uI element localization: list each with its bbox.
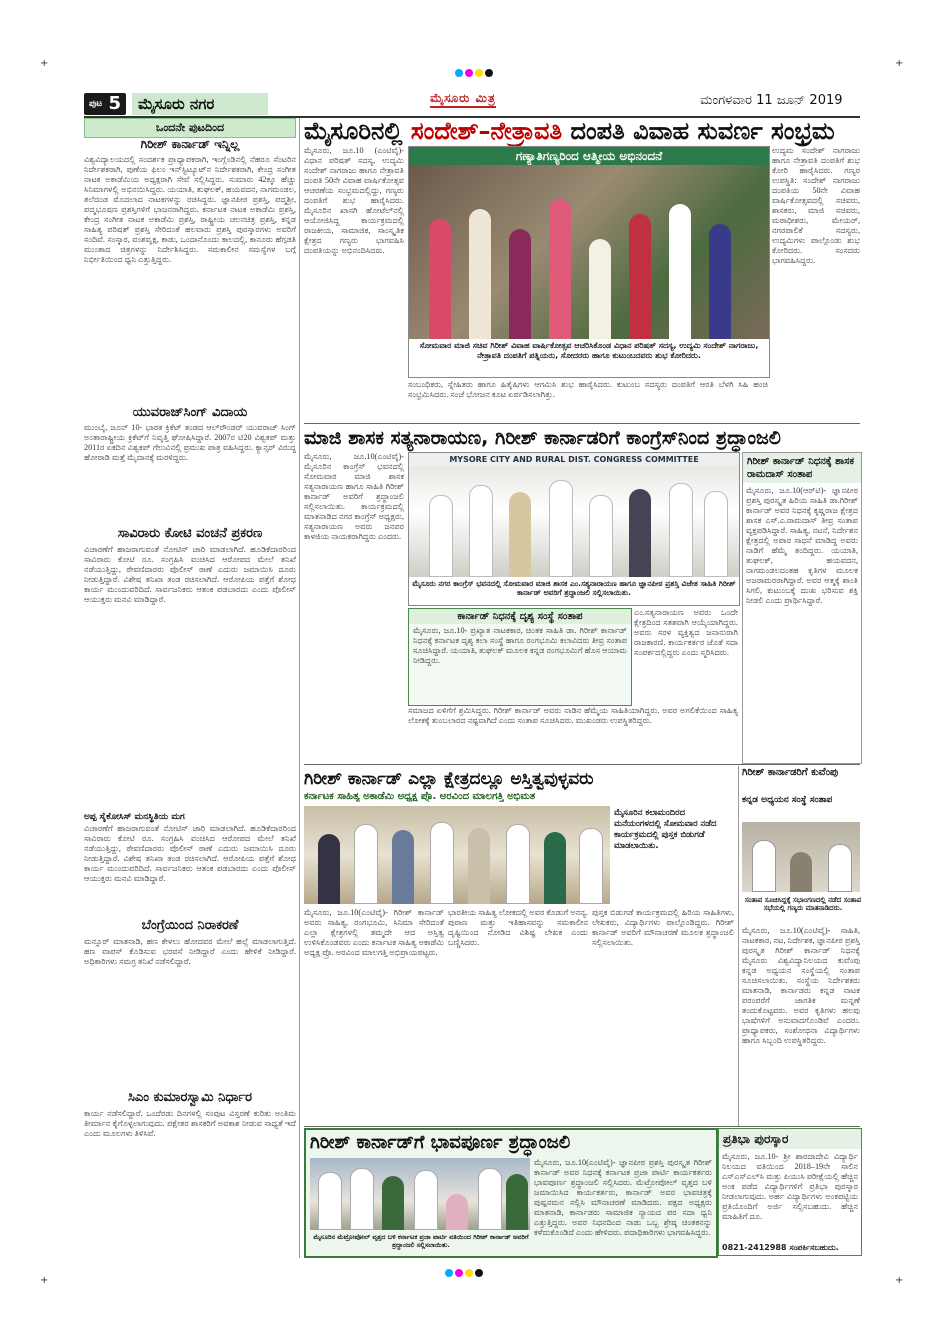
top-story-col3: ಉದ್ಯಮ ಸಂದೇಶ್ ನಾಗರಾಜು ಹಾಗೂ ನೇತ್ರಾವತಿ ದಂಪತಿಗೆ ಶುಭ ಕೋರಿ ಹಾರೈಸಿದರು. ಗಣ್ಯರ ಉಪಸ್ಥಿತಿ: ಸಂದೇಶ್ ನಾಗರಾಜು ದಂಪತಿಯ 50ನೇ ವಿವಾಹ ವಾರ್ಷಿಕೋತ್ಸವದಲ್ಲಿ ಸಚಿವರು, ಶಾಸಕರು, ಮಾಜಿ ಸಚಿವರು, ಮಠಾಧೀಶರು, ಮೇಯರ್, ನಗರಪಾಲಿಕೆ ಸದಸ್ಯರು, ಉದ್ಯಮಿಗಳು ಪಾಲ್ಗೊಂಡು ಶುಭ ಕೋರಿದರು. ಸಂಸದರು ಭಾಗವಹಿಸಿದ್ದರು. [772,146,860,265]
kuvempu-body: ಮೈಸೂರು, ಜೂ.10(ಎಂಟಿವೈ)- ಸಾಹಿತಿ, ನಾಟಕಕಾರ, ನಟ, ನಿರ್ದೇಶಕ, ಜ್ಞಾನಪೀಠ ಪ್ರಶಸ್ತಿ ಪುರಸ್ಕೃತ ಗಿರೀಶ್ ಕಾರ್ನಾಡ್ ನಿಧನಕ್ಕೆ ಮೈಸೂರು ವಿಶ್ವವಿದ್ಯಾನಿಲಯದ ಕುವೆಂಪು ಕನ್ನಡ ಅಧ್ಯಯನ ಸಂಸ್ಥೆಯಲ್ಲಿ ಸಂತಾಪ ಸೂಚಿಸಲಾಯಿತು. ಸಂಸ್ಥೆಯ ನಿರ್ದೇಶಕರು ಮಾತನಾಡಿ, ಕಾರ್ನಾಡರು ಕನ್ನಡ ನಾಟಕ ಪರಂಪರೆಗೆ ಜಾಗತಿಕ ಮನ್ನಣೆ ತಂದುಕೊಟ್ಟವರು. ಅವರ ಕೃತಿಗಳು ಹಲವು ಭಾಷೆಗಳಿಗೆ ಅನುವಾದಗೊಂಡಿವೆ ಎಂದರು. ಪ್ರಾಧ್ಯಾಪಕರು, ಸಂಶೋಧನಾ ವಿದ್ಯಾರ್ಥಿಗಳು ಹಾಗೂ ಸಿಬ್ಬಂದಿ ಉಪಸ್ಥಿತರಿದ್ದರು. [742,926,860,1045]
ramadas-body: ಮೈಸೂರು, ಜೂ.10(ಆರ್‌ಟಿ)- ಜ್ಞಾನಪೀಠ ಪ್ರಶಸ್ತಿ ಪುರಸ್ಕೃತ ಹಿರಿಯ ಸಾಹಿತಿ ಡಾ.ಗಿರೀಶ್ ಕಾರ್ನಾಡ್ ಅವರ ನಿಧನಕ್ಕೆ ಕೃಷ್ಣರಾಜ ಕ್ಷೇತ್ರದ ಶಾಸಕ ಎಸ್.ಎ.ರಾಮದಾಸ್ ತೀವ್ರ ಸಂತಾಪ ವ್ಯಕ್ತಪಡಿಸಿದ್ದಾರೆ. ಸಾಹಿತ್ಯ, ನಟನೆ, ನಿರ್ದೇಶನ ಕ್ಷೇತ್ರದಲ್ಲಿ ಅಪಾರ ಸಾಧನೆ ಮಾಡಿದ್ದ ಅವರು ನಾಡಿಗೆ ಹೆಮ್ಮೆ ತಂದಿದ್ದರು. ಯಯಾತಿ, ತುಘಲಕ್, ಹಯವದನ, ನಾಗಮಂಡಲದಂತಹ ಕೃತಿಗಳ ಮೂಲಕ ಅಜರಾಮರರಾಗಿದ್ದಾರೆ. ಅವರ ಆತ್ಮಕ್ಕೆ ಶಾಂತಿ ಸಿಗಲಿ, ಕುಟುಂಬಕ್ಕೆ ದುಃಖ ಭರಿಸುವ ಶಕ್ತಿ ನೀಡಲಿ ಎಂದು ಪ್ರಾರ್ಥಿಸಿದ್ದಾರೆ. [746,486,858,605]
sahitya-col3: ಪುಸ್ತಕ ಬಿಡುಗಡೆ ಕಾರ್ಯಕ್ರಮದಲ್ಲಿ ಹಿರಿಯ ಸಾಹಿತಿಗಳು, ಲೇಖಕರು, ವಿದ್ಯಾರ್ಥಿಗಳು ಪಾಲ್ಗೊಂಡಿದ್ದರು. ಗಿರೀಶ್ ಕಾರ್ನಾಡ್ ಅವರಿಗೆ ಮೌನಾಚರಣೆ ಮೂಲಕ ಶ್ರದ್ಧಾಂಜಲಿ ಸಲ್ಲಿಸಲಾಯಿತು. [592,908,734,947]
sahitya-side-caption: ಮೈಸೂರಿನ ಕಲಾಮಂದಿರದ ಮನೆಯಂಗಳದಲ್ಲಿ ಸೋಮವಾರ ನಡೆದ ಕಾರ್ಯಕ್ರಮದಲ್ಲಿ ಪುಸ್ತಕ ಬಿಡುಗಡೆ ಮಾಡಲಾಯಿತು. [614,808,717,851]
inset-title: ಕಾರ್ನಾಡ್ ನಿಧನಕ್ಕೆ ದೃಶ್ಯ ಸಂಸ್ಥೆ ಸಂತಾಪ [409,609,631,624]
tribute-headline: ಗಿರೀಶ್ ಕಾರ್ನಾಡ್‌ಗೆ ಭಾವಪೂರ್ಣ ಶ್ರದ್ಧಾಂಜಲಿ [310,1132,571,1153]
congress-photo-frame [408,452,740,606]
sahitya-headline: ಗಿರೀಶ್ ಕಾರ್ನಾಡ್ ಎಲ್ಲಾ ಕ್ಷೇತ್ರದಲ್ಲೂ ಅಸ್ತಿತ್ವವುಳ್ಳವರು [304,769,594,789]
divider-sahitya-kuvempu [738,766,739,1126]
registration-mark-bottom-left: + [40,1275,49,1286]
story-heading-yuvraj: ಯುವರಾಜ್‌ಸಿಂಗ್ ವಿದಾಯ [132,405,248,420]
top-story-col1: ಮೈಸೂರು, ಜೂ.10 (ಎಂಟಿವೈ)- ವಿಧಾನ ಪರಿಷತ್ ಸದಸ್ಯ, ಉದ್ಯಮಿ ಸಂದೇಶ್ ನಾಗರಾಜು ಹಾಗೂ ನೇತ್ರಾವತಿ ದಂಪತಿ 50ನೇ ವಿವಾಹ ವಾರ್ಷಿಕೋತ್ಸವ ಆಚರಣೆಯ ಸಂಭ್ರಮದಲ್ಲಿದ್ದು, ಗಣ್ಯರು ದಂಪತಿಗೆ ಶುಭ ಹಾರೈಸಿದರು. ಮೈಸೂರಿನ ಖಾಸಗಿ ಹೋಟೆಲ್‌ನಲ್ಲಿ ಆಯೋಜಿಸಿದ್ದ ಕಾರ್ಯಕ್ರಮದಲ್ಲಿ ರಾಜಕೀಯ, ಸಾಮಾಜಿಕ, ಸಾಂಸ್ಕೃತಿಕ ಕ್ಷೇತ್ರದ ಗಣ್ಯರು ಭಾಗವಹಿಸಿ ದಂಪತಿಯನ್ನು ಅಭಿನಂದಿಸಿದರು. [304,146,404,255]
section-name: ಮೈಸೂರು ನಗರ [132,93,268,115]
story-body-fraud: ವಿಚಾರಣೆಗೆ ಹಾಜರಾಗುವಂತೆ ನೋಟಿಸ್ ಜಾರಿ ಮಾಡಲಾಗಿದೆ. ಹೂಡಿಕೆದಾರರಿಂದ ಸಾವಿರಾರು ಕೋಟಿ ರೂ. ಸಂಗ್ರಹಿಸಿ ವಂಚಿಸಿದ ಆರೋಪದ ಮೇಲೆ ತನಿಖೆ ನಡೆಯುತ್ತಿದ್ದು, ಠೇವಣಿದಾರರು ಪೊಲೀಸ್ ಠಾಣೆ ಎದುರು ಜಮಾಯಿಸಿ ದೂರು ನೀಡುತ್ತಿದ್ದಾರೆ. ವಿಶೇಷ ತನಿಖಾ ತಂಡ ರಚಿಸಲಾಗಿದೆ. ಆರೋಪಿಯ ಪತ್ತೆಗೆ ಶೋಧ ಕಾರ್ಯ ಮುಂದುವರಿದಿದೆ. ಸಾರ್ವಜನಿಕರು ಆತಂಕ ಪಡಬಾರದು ಎಂದು ಪೊಲೀಸ್ ಆಯುಕ್ತರು ಮನವಿ ಮಾಡಿದ್ದಾರೆ. [84,545,296,604]
story-heading-cm: ಸಿಎಂ ಕುಮಾರಸ್ವಾಮಿ ನಿರ್ಧಾರ [128,1090,252,1105]
continued-bar: ಒಂದನೇ ಪುಟದಿಂದ [84,118,296,138]
top-story-photo-frame [408,146,770,378]
story-body-cm: ಕಾರ್ಯ ನಡೆಸಲಿದ್ದಾರೆ. ಒಂದೆರಡು ದಿನಗಳಲ್ಲಿ ಸಂಪುಟ ವಿಸ್ತರಣೆ ಕುರಿತು ಅಂತಿಮ ತೀರ್ಮಾನ ಕೈಗೊಳ್ಳಲಾಗುವುದು. ಪಕ್ಷೇತರ ಶಾಸಕರಿಗೆ ಅವಕಾಶ ನೀಡುವ ಸಾಧ್ಯತೆ ಇದೆ ಎಂದು ಮೂಲಗಳು ತಿಳಿಸಿವೆ. [84,1109,296,1138]
color-bar-bottom [445,1262,485,1281]
story-subheading-fraud: ಅಪ್ಪ ಸೈಕೋಸಿಸ್ ಮನಸ್ಥಿತಿಯ ಮಗ [84,812,185,822]
top-story-caption: ಸೋಮವಾರ ಮಾಜಿ ಸಚಿವ ಗಿರೀಶ್ ವಿವಾಹ ವಾರ್ಷಿಕೋತ್ಸವ ಆಚರಿಸಿಕೊಂಡ ವಿಧಾನ ಪರಿಷತ್ ಸದಸ್ಯ, ಉದ್ಯಮಿ ಸಂದೇಶ್ ನಾಗರಾಜು, ನೇತ್ರಾವತಿ ದಂಪತಿಗೆ ಪತ್ನಿಯರು, ಸೋದರರು ಹಾಗೂ ಕುಟುಂಬದವರು ಶುಭ ಕೋರಿದರು. [419,341,759,360]
congress-photo-banner: MYSORE CITY AND RURAL DIST. CONGRESS COMMITTEE [409,453,739,467]
story-body-rejection: ಮನ್ಸೂರ್ ಮಾತನಾಡಿ, ಹಣ ಕೇಳಲು ಹೋದವರ ಮೇಲೆ ಹಲ್ಲೆ ಮಾಡಲಾಗುತ್ತಿದೆ. ಹಣ ವಾಪಸ್ ಕೊಡಿಸುವ ಭರವಸೆ ನೀಡಿದ್ದಾರೆ ಎಂದು ಹೇಳಿಕೆ ನೀಡಿದ್ದಾರೆ. ಅಧಿಕಾರಿಗಳು ಸಮಗ್ರ ತನಿಖೆ ನಡೆಸಲಿದ್ದಾರೆ. [84,937,296,966]
congress-photo [409,467,739,577]
top-story-rule [304,423,860,424]
ramadas-title: ಗಿರೀಶ್ ಕಾರ್ನಾಡ್ ನಿಧನಕ್ಕೆ ಶಾಸಕ ರಾಮದಾಸ್ ಸಂತಾಪ [743,453,861,483]
color-bar-top [455,62,495,81]
kuvempu-caption: ಸಂತಾಪ ಸೂಚಿಸಿದ್ದಕ್ಕೆ ಸಭಾಂಗಣದಲ್ಲಿ ನಡೆದ ಸಂತಾಪ ಸಭೆಯಲ್ಲಿ ಗಣ್ಯರು ಮಾತನಾಡಿದರು. [744,896,862,912]
bottom-rule [304,1126,860,1127]
award-phone: 0821-2412988 ಸಂಪರ್ಕಿಸಬಹುದು. [722,1243,839,1252]
tribute-photo [310,1158,530,1230]
congress-headline: ಮಾಜಿ ಶಾಸಕ ಸತ್ಯನಾರಾಯಣ, ಗಿರೀಶ್ ಕಾರ್ನಾಡರಿಗೆ ಕಾಂಗ್ರೆಸ್‌ನಿಂದ ಶ್ರದ್ಧಾಂಜಲಿ [304,427,781,449]
sahitya-subhead: ಕರ್ನಾಟಕ ಸಾಹಿತ್ಯ ಅಕಾಡೆಮಿ ಅಧ್ಯಕ್ಷ ಪ್ರೊ. ಅರವಿಂದ ಮಾಲಗತ್ತಿ ಅಭಿಮತ [304,791,536,802]
sahitya-col1: ಮೈಸೂರು, ಜೂ.10(ಎಂಟಿವೈ)- ಗಿರೀಶ್ ಕಾರ್ನಾಡ್ ಅವರು ಸಾಹಿತ್ಯ, ರಂಗಭೂಮಿ, ಸಿನಿಮಾ ಸೇರಿದಂತೆ ಎಲ್ಲಾ ಕ್ಷೇತ್ರಗಳಲ್ಲಿ ತಮ್ಮದೇ ಆದ ಅಸ್ತಿತ್ವ ಉಳಿಸಿಕೊಂಡವರು ಎಂದು ಕರ್ನಾಟಕ ಸಾಹಿತ್ಯ ಅಕಾಡೆಮಿ ಅಧ್ಯಕ್ಷ ಪ್ರೊ. ಅರವಿಂದ ಮಾಲಗತ್ತಿ ಅಭಿಪ್ರಾಯಪಟ್ಟರು. [304,908,444,957]
tribute-body: ಮೈಸೂರು, ಜೂ.10(ಎಂಟಿವೈ)- ಜ್ಞಾನಪೀಠ ಪ್ರಶಸ್ತಿ ಪುರಸ್ಕೃತ ಗಿರೀಶ್ ಕಾರ್ನಾಡ್ ಅವರ ನಿಧನಕ್ಕೆ ಕರ್ನಾಟಕ ಪ್ರಜಾ ಪಾರ್ಟಿ ಕಾರ್ಯಕರ್ತರು ಭಾವಪೂರ್ಣ ಶ್ರದ್ಧಾಂಜಲಿ ಸಲ್ಲಿಸಿದರು. ಮೆಟ್ರೋಪೋಲ್ ವೃತ್ತದ ಬಳಿ ಜಮಾಯಿಸಿದ ಕಾರ್ಯಕರ್ತರು, ಕಾರ್ನಾಡ್ ಅವರ ಭಾವಚಿತ್ರಕ್ಕೆ ಪುಷ್ಪನಮನ ಸಲ್ಲಿಸಿ ಮೌನಾಚರಣೆ ಮಾಡಿದರು. ಪಕ್ಷದ ಅಧ್ಯಕ್ಷರು ಮಾತನಾಡಿ, ಕಾರ್ನಾಡರು ಸಾಮಾಜಿಕ ನ್ಯಾಯದ ಪರ ಸದಾ ಧ್ವನಿ ಎತ್ತುತ್ತಿದ್ದರು. ಅವರ ನಿಧನದಿಂದ ನಾಡು ಒಬ್ಬ ಶ್ರೇಷ್ಠ ಚಿಂತಕನನ್ನು ಕಳೆದುಕೊಂಡಿದೆ ಎಂದು ಹೇಳಿದರು. ಪದಾಧಿಕಾರಿಗಳು ಭಾಗವಹಿಸಿದ್ದರು. [534,1158,712,1237]
karnad-drishya-inset [408,608,632,706]
kuvempu-headline-2: ಕನ್ನಡ ಅಧ್ಯಯನ ಸಂಸ್ಥೆ ಸಂತಾಪ [742,795,833,805]
top-story-headline: ಮೈಸೂರಿನಲ್ಲಿ ಸಂದೇಶ್–ನೇತ್ರಾವತಿ ದಂಪತಿ ವಿವಾಹ ಸುವರ್ಣ ಸಂಭ್ರಮ [304,117,835,145]
column-divider-left [299,118,300,1258]
top-story-col2: ಸಂಬಂಧಿಕರು, ಸ್ನೇಹಿತರು ಹಾಗೂ ಹಿತೈಷಿಗಳು ಆಗಮಿಸಿ ಶುಭ ಹಾರೈಸಿದರು. ಕುಟುಂಬ ಸದಸ್ಯರು ದಂಪತಿಗೆ ಆರತಿ ಬೆಳಗಿ ಸಿಹಿ ಹಂಚಿ ಸಂಭ್ರಮಿಸಿದರು. ಸಂಜೆ ಭೋಜನ ಕೂಟ ಏರ್ಪಡಿಸಲಾಗಿತ್ತು. [408,380,768,399]
top-story-photo-banner: ಗಣ್ಯಾತಿಗಣ್ಯರಿಂದ ಆತ್ಮೀಯ ಅಭಿನಂದನೆ [409,147,769,165]
date-line: ಮಂಗಳವಾರ 11 ಜೂನ್ 2019 [700,93,843,108]
congress-col2: ಸಮಾಜದ ಏಳಿಗೆಗೆ ಶ್ರಮಿಸಿದ್ದರು. ಗಿರೀಶ್ ಕಾರ್ನಾಡ್ ಅವರು ನಾಡಿನ ಹೆಮ್ಮೆಯ ಸಾಹಿತಿಯಾಗಿದ್ದರು. ಅವರ ಅಗಲಿಕೆಯಿಂದ ಸಾಹಿತ್ಯ ಲೋಕಕ್ಕೆ ತುಂಬಲಾರದ ನಷ್ಟವಾಗಿದೆ ಎಂದು ಸಂತಾಪ ಸೂಚಿಸಿದರು. ಮುಖಂಡರು ಉಪಸ್ಥಿತರಿದ್ದರು. [408,706,738,725]
congress-caption: ಮೈಸೂರು ನಗರ ಕಾಂಗ್ರೆಸ್ ಭವನದಲ್ಲಿ ಸೋಮವಾರ ಮಾಜಿ ಶಾಸಕ ಎಂ.ಸತ್ಯನಾರಾಯಣ ಹಾಗೂ ಜ್ಞಾನಪೀಠ ಪ್ರಶಸ್ತಿ ವಿಜೇತ ಸಾಹಿತಿ ಗಿರೀಶ್ ಕಾರ್ನಾಡ್ ಅವರಿಗೆ ಶ್ರದ್ಧಾಂಜಲಿ ಸಲ್ಲಿಸಲಾಯಿತು. [412,579,736,597]
registration-mark-top-left: + [40,58,49,69]
paper-logo: ಮೈಸೂರು ಮಿತ್ರ [430,91,496,108]
top-story-photo [409,165,769,339]
mid-rule [304,764,860,765]
ramadas-condolence-box [742,452,862,764]
story-heading-karnad: ಗಿರೀಶ್ ಕಾರ್ನಾಡ್ ಇನ್ನಿಲ್ಲ [140,137,240,151]
tribute-story-box [304,1128,718,1258]
story-heading-rejection: ಬೆಂಗ್ರೆಯಿಂದ ನಿರಾಕರಣೆ [141,918,239,933]
inset-body: ಮೈಸೂರು, ಜೂ.10- ಪ್ರಖ್ಯಾತ ನಾಟಕಕಾರ, ಚಿಂತಕ ಸಾಹಿತಿ ಡಾ. ಗಿರೀಶ್ ಕಾರ್ನಾಡ್ ನಿಧನಕ್ಕೆ ಕರ್ನಾಟಕ ದೃಶ್ಯ ಕಲಾ ಸಂಸ್ಥೆ ಹಾಗೂ ರಂಗಭೂಮಿ ಕಲಾವಿದರು ತೀವ್ರ ಸಂತಾಪ ಸೂಚಿಸಿದ್ದಾರೆ. ಯಯಾತಿ, ತುಘಲಕ್ ಮೂಲಕ ಕನ್ನಡ ರಂಗಭೂಮಿಗೆ ಹೊಸ ಆಯಾಮ ನೀಡಿದ್ದರು. [413,626,627,665]
sahitya-photo [304,806,610,904]
story-body-fraud-continued: ವಿಚಾರಣೆಗೆ ಹಾಜರಾಗುವಂತೆ ನೋಟಿಸ್ ಜಾರಿ ಮಾಡಲಾಗಿದೆ. ಹೂಡಿಕೆದಾರರಿಂದ ಸಾವಿರಾರು ಕೋಟಿ ರೂ. ಸಂಗ್ರಹಿಸಿ ವಂಚಿಸಿದ ಆರೋಪದ ಮೇಲೆ ತನಿಖೆ ನಡೆಯುತ್ತಿದ್ದು, ಠೇವಣಿದಾರರು ಪೊಲೀಸ್ ಠಾಣೆ ಎದುರು ಜಮಾಯಿಸಿ ದೂರು ನೀಡುತ್ತಿದ್ದಾರೆ. ವಿಶೇಷ ತನಿಖಾ ತಂಡ ರಚಿಸಲಾಗಿದೆ. ಆರೋಪಿಯ ಪತ್ತೆಗೆ ಶೋಧ ಕಾರ್ಯ ಮುಂದುವರಿದಿದೆ. ಸಾರ್ವಜನಿಕರು ಆತಂಕ ಪಡಬಾರದು ಎಂದು ಪೊಲೀಸ್ ಆಯುಕ್ತರು ಮನವಿ ಮಾಡಿದ್ದಾರೆ. [84,824,296,883]
story-body-karnad: ವಿಶ್ವವಿದ್ಯಾಲಯದಲ್ಲಿ ಸಂದರ್ಶಕ ಪ್ರಾಧ್ಯಾಪಕರಾಗಿ, ಇಂಗ್ಲೆಂಡಿನಲ್ಲಿ ನೆಹರೂ ಸೆಂಟರಿನ ನಿರ್ದೇಶಕರಾಗಿ, ಪುಣೆಯ ಫಿಲಂ ಇನ್‌ಸ್ಟಿಟ್ಯೂಟ್‌ನ ನಿರ್ದೇಶಕರಾಗಿ, ಕೇಂದ್ರ ಸಂಗೀತ ನಾಟಕ ಅಕಾಡೆಮಿಯ ಅಧ್ಯಕ್ಷರಾಗಿ ಸೇವೆ ಸಲ್ಲಿಸಿದ್ದರು. ಸುಮಾರು 42ಕ್ಕೂ ಹೆಚ್ಚು ಸಿನಿಮಾಗಳಲ್ಲಿ ಅಭಿನಯಿಸಿದ್ದರು. ಯಯಾತಿ, ತುಘಲಕ್, ಹಯವದನ, ನಾಗಮಂಡಲ, ತಲೆದಂಡ ಮೊದಲಾದ ನಾಟಕಗಳನ್ನು ರಚಿಸಿದ್ದರು. ಜ್ಞಾನಪೀಠ ಪ್ರಶಸ್ತಿ, ಪದ್ಮಶ್ರೀ, ಪದ್ಮಭೂಷಣ ಪ್ರಶಸ್ತಿಗಳಿಗೆ ಭಾಜನರಾಗಿದ್ದರು. ಕರ್ನಾಟಕ ನಾಟಕ ಅಕಾಡೆಮಿ ಪ್ರಶಸ್ತಿ, ಕೇಂದ್ರ ಸಂಗೀತ ನಾಟಕ ಅಕಾಡೆಮಿ ಪ್ರಶಸ್ತಿ, ರಾಷ್ಟ್ರೀಯ ಚಲನಚಿತ್ರ ಪ್ರಶಸ್ತಿ, ಕನ್ನಡ ಸಾಹಿತ್ಯ ಪರಿಷತ್ ಪ್ರಶಸ್ತಿ ಸೇರಿದಂತೆ ಹಲವಾರು ಪ್ರಶಸ್ತಿ ಪುರಸ್ಕಾರಗಳು ಅವರಿಗೆ ಸಂದಿವೆ. ಸಂಸ್ಕಾರ, ವಂಶವೃಕ್ಷ, ಕಾಡು, ಒಂದಾನೊಂದು ಕಾಲದಲ್ಲಿ, ಕಾನೂರು ಹೆಗ್ಗಡತಿ ಮುಂತಾದ ಚಿತ್ರಗಳನ್ನು ನಿರ್ದೇಶಿಸಿದ್ದರು. ಸಮಕಾಲೀನ ಸಮಸ್ಯೆಗಳ ಬಗ್ಗೆ ನಿರ್ಭೀತಿಯಿಂದ ಧ್ವನಿ ಎತ್ತುತ್ತಿದ್ದರು. [84,155,296,264]
registration-mark-bottom-right: + [895,1275,904,1286]
story-heading-fraud: ಸಾವಿರಾರು ಕೋಟಿ ವಂಚನೆ ಪ್ರಕರಣ [117,526,263,541]
pratibha-award-box [718,1128,862,1256]
award-body: ಮೈಸೂರು, ಜೂ.10- ಶ್ರೀ ಶಾರದಾದೇವಿ ವಿದ್ಯಾರ್ಥಿ ನಿಲಯದ ವತಿಯಿಂದ 2018–19ನೇ ಸಾಲಿನ ಎಸ್‌ಎಸ್‌ಎಲ್‌ಸಿ ಮತ್ತು ಪಿಯುಸಿ ಪರೀಕ್ಷೆಯಲ್ಲಿ ಹೆಚ್ಚಿನ ಅಂಕ ಪಡೆದ ವಿದ್ಯಾರ್ಥಿಗಳಿಗೆ ಪ್ರತಿಭಾ ಪುರಸ್ಕಾರ ನೀಡಲಾಗುವುದು. ಅರ್ಹ ವಿದ್ಯಾರ್ಥಿಗಳು ಅಂಕಪಟ್ಟಿಯ ಪ್ರತಿಯೊಂದಿಗೆ ಅರ್ಜಿ ಸಲ್ಲಿಸಬಹುದು. ಹೆಚ್ಚಿನ ಮಾಹಿತಿಗೆ ದೂ. [722,1152,858,1221]
story-body-yuvraj: ಮುಂಬೈ, ಜೂನ್ 10- ಭಾರತ ಕ್ರಿಕೆಟ್ ತಂಡದ ಆಲ್‌ರೌಂಡರ್ ಯುವರಾಜ್ ಸಿಂಗ್ ಅಂತಾರಾಷ್ಟ್ರೀಯ ಕ್ರಿಕೆಟ್‌ಗೆ ನಿವೃತ್ತಿ ಘೋಷಿಸಿದ್ದಾರೆ. 2007ರ ಟಿ20 ವಿಶ್ವಕಪ್ ಮತ್ತು 2011ರ ಏಕದಿನ ವಿಶ್ವಕಪ್ ಗೆಲುವಿನಲ್ಲಿ ಪ್ರಮುಖ ಪಾತ್ರ ವಹಿಸಿದ್ದರು. ಕ್ಯಾನ್ಸರ್ ವಿರುದ್ಧ ಹೋರಾಡಿ ಮತ್ತೆ ಮೈದಾನಕ್ಕೆ ಮರಳಿದ್ದರು. [84,423,296,462]
kuvempu-headline-1: ಗಿರೀಶ್ ಕಾರ್ನಾಡರಿಗೆ ಕುವೆಂಪು [742,767,839,778]
congress-col3: ಎಂ.ಸತ್ಯನಾರಾಯಣ ಅವರು ಒಂದೇ ಕ್ಷೇತ್ರದಿಂದ ಸತತವಾಗಿ ಆಯ್ಕೆಯಾಗಿದ್ದರು. ಅವರು ಸರಳ ವ್ಯಕ್ತಿತ್ವದ ಜನಾನುರಾಗಿ ರಾಜಕಾರಣಿ. ಕಾರ್ಯಕರ್ತರ ಜೊತೆ ಸದಾ ಸಂಪರ್ಕದಲ್ಲಿದ್ದರು ಎಂದು ಸ್ಮರಿಸಿದರು. [634,608,738,657]
award-title: ಪ್ರತಿಭಾ ಪುರಸ್ಕಾರ [719,1129,861,1149]
page-number-badge: $^{ಪುಟ}$ 5 [84,93,126,115]
registration-mark-top-right: + [895,58,904,69]
kuvempu-photo [742,822,860,892]
sahitya-col2: ಭಾರತೀಯ ಸಾಹಿತ್ಯ ಲೋಕದಲ್ಲಿ ಅವರ ಕೊಡುಗೆ ಅನನ್ಯ. ಪುರಾಣ ಮತ್ತು ಇತಿಹಾಸವನ್ನು ಸಮಕಾಲೀನ ದೃಷ್ಟಿಯಿಂದ ನೋಡಿದ ವಿಶಿಷ್ಟ ಲೇಖಕ ಎಂದು ಬಣ್ಣಿಸಿದರು. [448,908,588,947]
tribute-caption: ಮೈಸೂರಿನ ಮೆಟ್ರೋಪೋಲ್ ವೃತ್ತದ ಬಳಿ ಕರ್ನಾಟಕ ಪ್ರಜಾ ಪಾರ್ಟಿ ವತಿಯಿಂದ ಗಿರೀಶ್ ಕಾರ್ನಾಡ್ ಅವರಿಗೆ ಶ್ರದ್ಧಾಂಜಲಿ ಸಲ್ಲಿಸಲಾಯಿತು. [313,1233,529,1249]
congress-col1: ಮೈಸೂರು, ಜೂ.10(ಎಂಟಿವೈ)- ಮೈಸೂರಿನ ಕಾಂಗ್ರೆಸ್ ಭವನದಲ್ಲಿ ಸೋಮವಾರ ಮಾಜಿ ಶಾಸಕ ಸತ್ಯನಾರಾಯಣ ಹಾಗೂ ಸಾಹಿತಿ ಗಿರೀಶ್ ಕಾರ್ನಾಡ್ ಅವರಿಗೆ ಶ್ರದ್ಧಾಂಜಲಿ ಸಲ್ಲಿಸಲಾಯಿತು. ಕಾರ್ಯಕ್ರಮದಲ್ಲಿ ಮಾತನಾಡಿದ ನಗರ ಕಾಂಗ್ರೆಸ್ ಅಧ್ಯಕ್ಷರು, ಸತ್ಯನಾರಾಯಣ ಅವರು ಜನಪರ ಕಾಳಜಿಯ ನಾಯಕರಾಗಿದ್ದರು ಎಂದರು. [304,452,404,541]
